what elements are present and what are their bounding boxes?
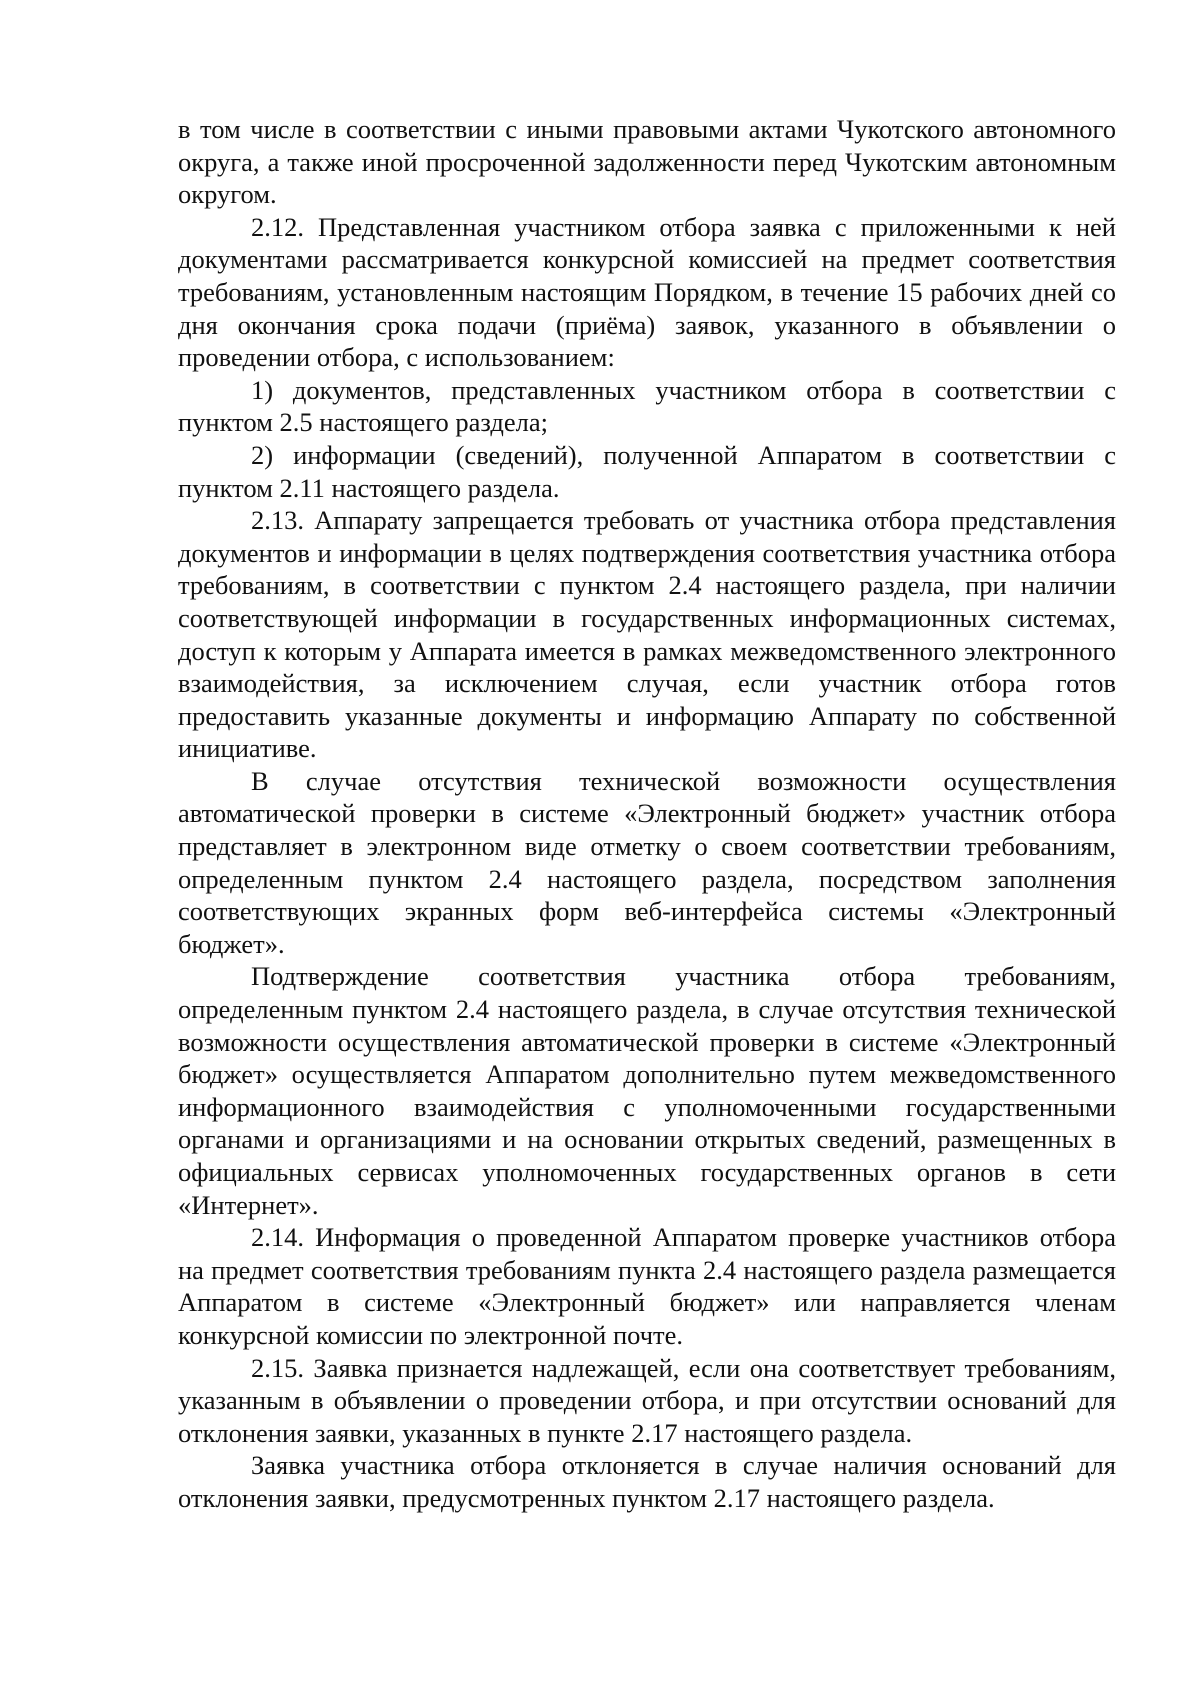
- paragraph-2-13: 2.13. Аппарату запрещается требовать от участника отбора представления документов и информации в целях подтверждения соответствия участника отбора требованиям, в соответствии с пунктом 2.4 настоящего раздела, при наличии соответствующей информации в государственных информационных системах, доступ к которым у Аппарата имеется в рамках межведомственного электронного взаимодействия, за исключением случая, если участник отбора готов предоставить указанные документы и информацию Аппарату по собственной инициативе.: [178, 505, 1116, 764]
- paragraph-2-12-item-1: 1) документов, представленных участником отбора в соответствии с пунктом 2.5 настоящего раздела;: [178, 374, 1116, 438]
- paragraph-2-13-no-auto-check: В случае отсутствия технической возможности осуществления автоматической проверки в системе «Электронный бюджет» участник отбора представляет в электронном виде отметку о своем соответствии требованиям, определенным пунктом 2.4 настоящего раздела, посредством заполнения соответствующих экранных форм веб-интерфейса системы «Электронный бюджет».: [178, 765, 1116, 959]
- paragraph-2-15: 2.15. Заявка признается надлежащей, если она соответствует требованиям, указанным в объявлении о проведении отбора, и при отсутствии оснований для отклонения заявки, указанных в пункте 2.17 настоящего раздела.: [178, 1352, 1116, 1448]
- paragraph-2-15-rejection: Заявка участника отбора отклоняется в случае наличия оснований для отклонения заявки, предусмотренных пунктом 2.17 настоящего раздела.: [178, 1450, 1116, 1513]
- paragraph-2-12-item-2: 2) информации (сведений), полученной Аппаратом в соответствии с пунктом 2.11 настоящего раздела.: [178, 439, 1116, 503]
- paragraph-2-14: 2.14. Информация о проведенной Аппаратом проверке участников отбора на предмет соответствия требованиям пункта 2.4 настоящего раздела размещается Аппаратом в системе «Электронный бюджет» или направляется членам конкурсной комиссии по электронной почте.: [178, 1222, 1116, 1350]
- paragraph-continuation: в том числе в соответствии с иными правовыми актами Чукотского автономного округа, а также иной просроченной задолженности перед Чукотским автономным округом.: [178, 114, 1116, 210]
- document-body: [178, 113, 1116, 1515]
- paragraph-2-12: 2.12. Представленная участником отбора заявка с приложенными к ней документами рассматривается конкурсной комиссией на предмет соответствия требованиям, установленным настоящим Порядком, в течение 15 рабочих дней со дня окончания срока подачи (приёма) заявок, указанного в объявлении о проведении отбора, с использованием:: [178, 211, 1116, 373]
- paragraph-2-13-confirmation: Подтверждение соответствия участника отбора требованиям, определенным пунктом 2.4 настоящего раздела, в случае отсутствия технической возможности осуществления автоматической проверки в системе «Электронный бюджет» осуществляется Аппаратом дополнительно путем межведомственного информационного взаимодействия с уполномоченными государственными органами и организациями и на основании открытых сведений, размещенных в официальных сервисах уполномоченных государственных органов в сети «Интернет».: [178, 961, 1116, 1220]
